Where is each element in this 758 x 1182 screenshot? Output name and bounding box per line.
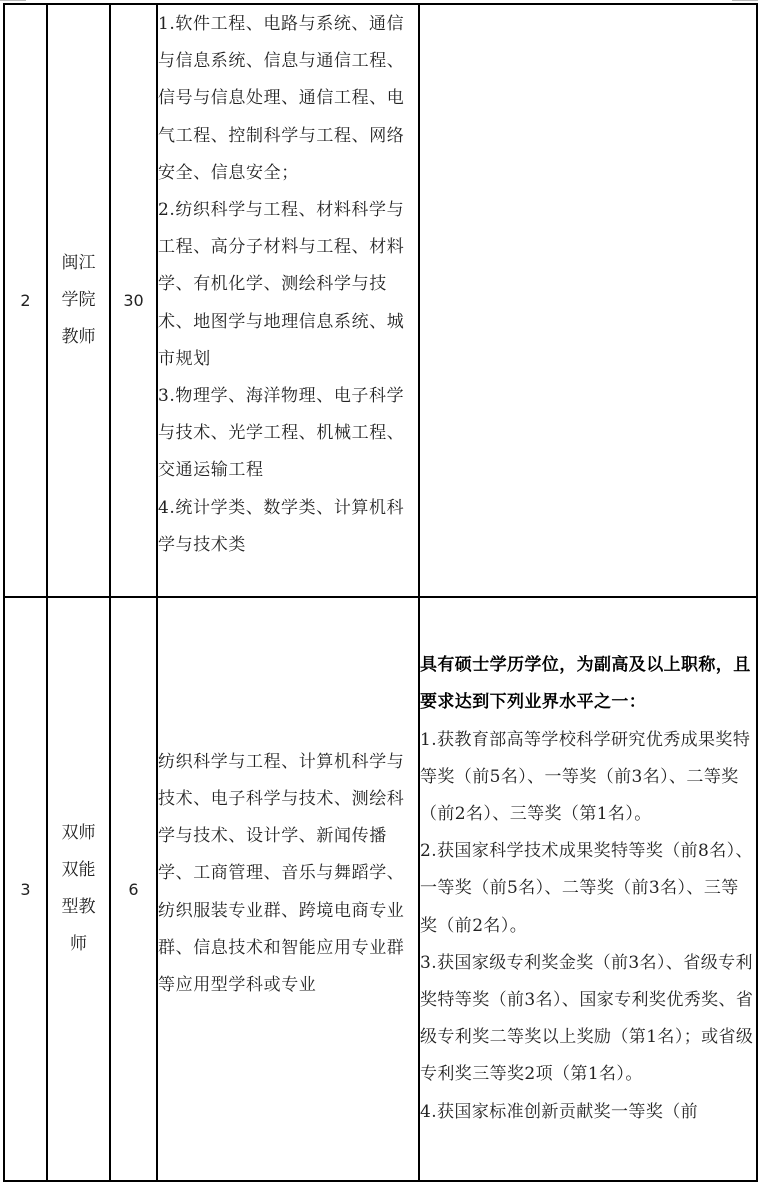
- recruitment-table: [3, 3, 758, 1182]
- position-line: 教师: [61, 327, 96, 347]
- requirement-item: 3.获国家级专利奖金奖（前3名）、省级专利奖特等奖（前3名）、国家专利奖优秀奖、省级专利奖二等奖以上奖励（第1名）；或省级专利奖三等奖2项（第1名）。: [420, 952, 754, 1085]
- position-cell: [47, 597, 110, 1181]
- position-line: 师: [70, 934, 87, 954]
- row-number-cell: 3: [4, 597, 47, 1181]
- requirements-cell: [419, 597, 757, 1181]
- position-line: 学院: [61, 290, 96, 310]
- requirement-item: 1.获教育部高等学校科学研究优秀成果奖特等奖（前5名）、一等奖（前3名）、二等奖（前2名）、三等奖（第1名）。: [420, 729, 751, 824]
- table-row: [4, 4, 757, 597]
- requirement-item: 4.获国家标准创新贡献奖一等奖（前: [420, 1101, 699, 1122]
- majors-cell: [157, 597, 419, 1181]
- position-line: 双能: [61, 860, 96, 880]
- page-corner-mark-left: [0, 0, 26, 1]
- headcount-cell: 30: [110, 4, 157, 597]
- row-number-cell: 2: [4, 4, 47, 597]
- table-row: [4, 597, 757, 1181]
- position-line: 双师: [61, 823, 96, 843]
- position-line: 闽江: [61, 253, 96, 273]
- position-line: 型教: [61, 897, 96, 917]
- major-group: 1.软件工程、电路与系统、通信与信息系统、信息与通信工程、信号与信息处理、通信工程、电气工程、控制科学与工程、网络安全、信息安全；: [158, 14, 405, 183]
- major-group: 4.统计学类、数学类、计算机科学与技术类: [158, 497, 405, 555]
- position-cell: [47, 4, 110, 597]
- headcount-cell: 6: [110, 597, 157, 1181]
- major-group: 3.物理学、海洋物理、电子科学与技术、光学工程、机械工程、交通运输工程: [158, 386, 405, 481]
- requirement-item: 2.获国家科学技术成果奖特等奖（前8名）、一等奖（前5名）、二等奖（前3名）、三等奖（前2名）。: [420, 841, 753, 936]
- majors-cell: [157, 4, 419, 597]
- requirements-cell: [419, 4, 757, 597]
- major-group: 纺织科学与工程、计算机科学与技术、电子科学与技术、测绘科学与技术、设计学、新闻传播学、工商管理、音乐与舞蹈学、纺织服装专业群、跨境电商专业群、信息技术和智能应用专业群等应用型学科或专业: [158, 751, 405, 995]
- major-group: 2.纺织科学与工程、材料科学与工程、高分子材料与工程、材料学、有机化学、测绘科学与技术、地图学与地理信息系统、城市规划: [158, 200, 405, 369]
- requirements-heading: 具有硕士学历学位，为副高及以上职称，且要求达到下列业界水平之一：: [420, 655, 751, 713]
- page-corner-mark-right: [732, 0, 758, 1]
